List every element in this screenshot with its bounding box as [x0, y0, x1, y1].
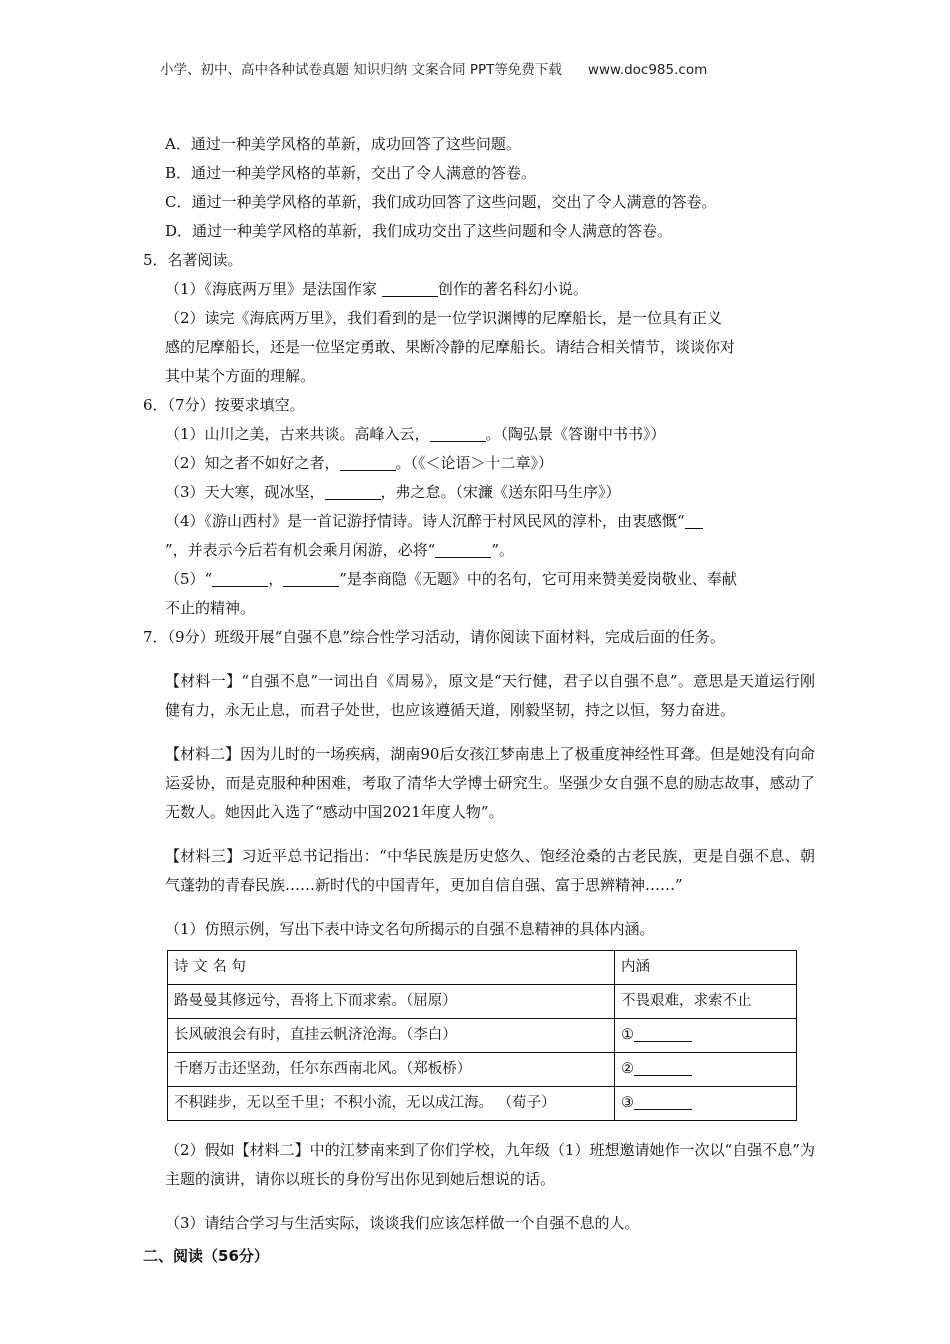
- q5-item-1: （1）《海底两万里》是法国作家 创作的著名科幻小说。: [165, 280, 588, 298]
- q6-item-4-line1: （4）《游山西村》是一首记游抒情诗。诗人沉醉于村风民风的淳朴，由衷感慨“: [143, 507, 815, 536]
- q4-option-d: D．通过一种美学风格的革新，我们成功交出了这些问题和令人满意的答卷。: [165, 222, 673, 240]
- q4-option-c: C．通过一种美学风格的革新，我们成功回答了这些问题，交出了令人满意的答卷。: [165, 193, 717, 211]
- poem-cell: 长风破浪会有时，直挂云帆济沧海。（李白）: [168, 1019, 615, 1053]
- meaning-cell: ②: [615, 1053, 797, 1087]
- answer-blank[interactable]: [435, 540, 491, 558]
- meaning-cell: 不畏艰难，求索不止: [615, 985, 797, 1019]
- table-row: [168, 1053, 797, 1087]
- section-2-title: 二、阅读（56分）: [143, 1247, 269, 1265]
- q7-title: 7．（9分）班级开展“自强不息”综合性学习活动，请你阅读下面材料，完成后面的任务。: [143, 628, 725, 646]
- answer-blank[interactable]: [212, 569, 268, 587]
- q6-title: 6．（7分）按要求填空。: [143, 396, 305, 414]
- answer-blank[interactable]: [634, 1092, 692, 1110]
- answer-blank[interactable]: [325, 482, 381, 500]
- header-site-url[interactable]: www.doc985.com: [587, 62, 708, 78]
- table-header-meaning: 内涵: [615, 951, 797, 985]
- q6-item-2: （2）知之者不如好之者， 。（《＜论语＞十二章》）: [165, 454, 554, 472]
- meaning-cell: ③: [615, 1087, 797, 1121]
- header-text: 小学、初中、高中各种试卷真题 知识归纳 文案合同 PPT等免费下载: [160, 62, 562, 78]
- meaning-cell: ①: [615, 1019, 797, 1053]
- poem-cell: 千磨万击还坚劲，任尔东西南北风。（郑板桥）: [168, 1053, 615, 1087]
- q7-task-2: （2）假如【材料二】中的江梦南来到了你们学校，九年级（1）班想邀请她作一次以“自强不息”为主题的演讲，请你以班长的身份写出你见到她后想说的话。: [165, 1141, 815, 1188]
- table-row: [168, 1019, 797, 1053]
- q7-material-1: 【材料一】“自强不息”一词出自《周易》，原文是“天行健，君子以自强不息”。意思是天道运行刚健有力，永无止息，而君子处世，也应该遵循天道，刚毅坚韧，持之以恒，努力奋进。: [165, 672, 815, 719]
- poem-cell: 不积跬步，无以至千里；不积小流，无以成江海。 （荀子）: [168, 1087, 615, 1121]
- answer-blank[interactable]: [634, 1058, 692, 1076]
- table-header-row: [168, 951, 797, 985]
- page-header: [160, 58, 800, 78]
- q6-item-4-line2: ”，并表示今后若有机会乘月闲游，必将“ ”。: [165, 541, 515, 559]
- q6-item-5-line2: 不止的精神。: [165, 599, 256, 617]
- table-row: [168, 1087, 797, 1121]
- answer-blank[interactable]: [382, 279, 438, 297]
- q4-option-a: A．通过一种美学风格的革新，成功回答了这些问题。: [165, 135, 521, 153]
- q7-material-3: 【材料三】习近平总书记指出：“中华民族是历史悠久、饱经沧桑的古老民族，更是自强不息、朝气蓬勃的青春民族……新时代的中国青年，更加自信自强、富于思辨精神……”: [165, 847, 815, 894]
- exam-page: [143, 130, 815, 1271]
- answer-blank[interactable]: [283, 569, 339, 587]
- q6-item-3: （3）天大寒，砚冰坚， ，弗之怠。（宋濂《送东阳马生序》）: [165, 483, 621, 501]
- answer-blank[interactable]: [685, 511, 703, 529]
- q5-title: 5．名著阅读。: [143, 251, 243, 269]
- poem-cell: 路曼曼其修远兮，吾将上下而求索。（屈原）: [168, 985, 615, 1019]
- q7-material-2: 【材料二】因为儿时的一场疾病，湖南90后女孩江梦南患上了极重度神经性耳聋。但是她没有向命运妥协，而是克服种种困难，考取了清华大学博士研究生。坚强少女自强不息的励志故事，感动了无数人。她因此入选了“感动中国2021年度人物”。: [165, 745, 815, 821]
- answer-blank[interactable]: [430, 424, 486, 442]
- poem-table: [167, 950, 797, 1121]
- q5-item-2-line1: （2）读完《海底两万里》，我们看到的是一位学识渊博的尼摩船长，是一位具有正义: [165, 309, 723, 327]
- q6-item-1: （1）山川之美，古来共谈。高峰入云， 。（陶弘景《答谢中书书》）: [165, 425, 666, 443]
- q7-task-1: （1）仿照示例，写出下表中诗文名句所揭示的自强不息精神的具体内涵。: [165, 920, 655, 938]
- table-row: [168, 985, 797, 1019]
- answer-blank[interactable]: [634, 1024, 692, 1042]
- table-header-poem: 诗 文 名 句: [168, 951, 615, 985]
- q5-item-2-line3: 其中某个方面的理解。: [165, 367, 316, 385]
- answer-blank[interactable]: [340, 453, 396, 471]
- q6-item-5-line1: （5）“ ， ”是李商隐《无题》中的名句，它可用来赞美爱岗敬业、奉献: [165, 570, 737, 588]
- q5-item-2-line2: 感的尼摩船长，还是一位坚定勇敢、果断冷静的尼摩船长。请结合相关情节，谈谈你对: [165, 338, 736, 356]
- q7-task-3: （3）请结合学习与生活实际，谈谈我们应该怎样做一个自强不息的人。: [165, 1214, 640, 1232]
- q4-option-b: B．通过一种美学风格的革新，交出了令人满意的答卷。: [165, 164, 537, 182]
